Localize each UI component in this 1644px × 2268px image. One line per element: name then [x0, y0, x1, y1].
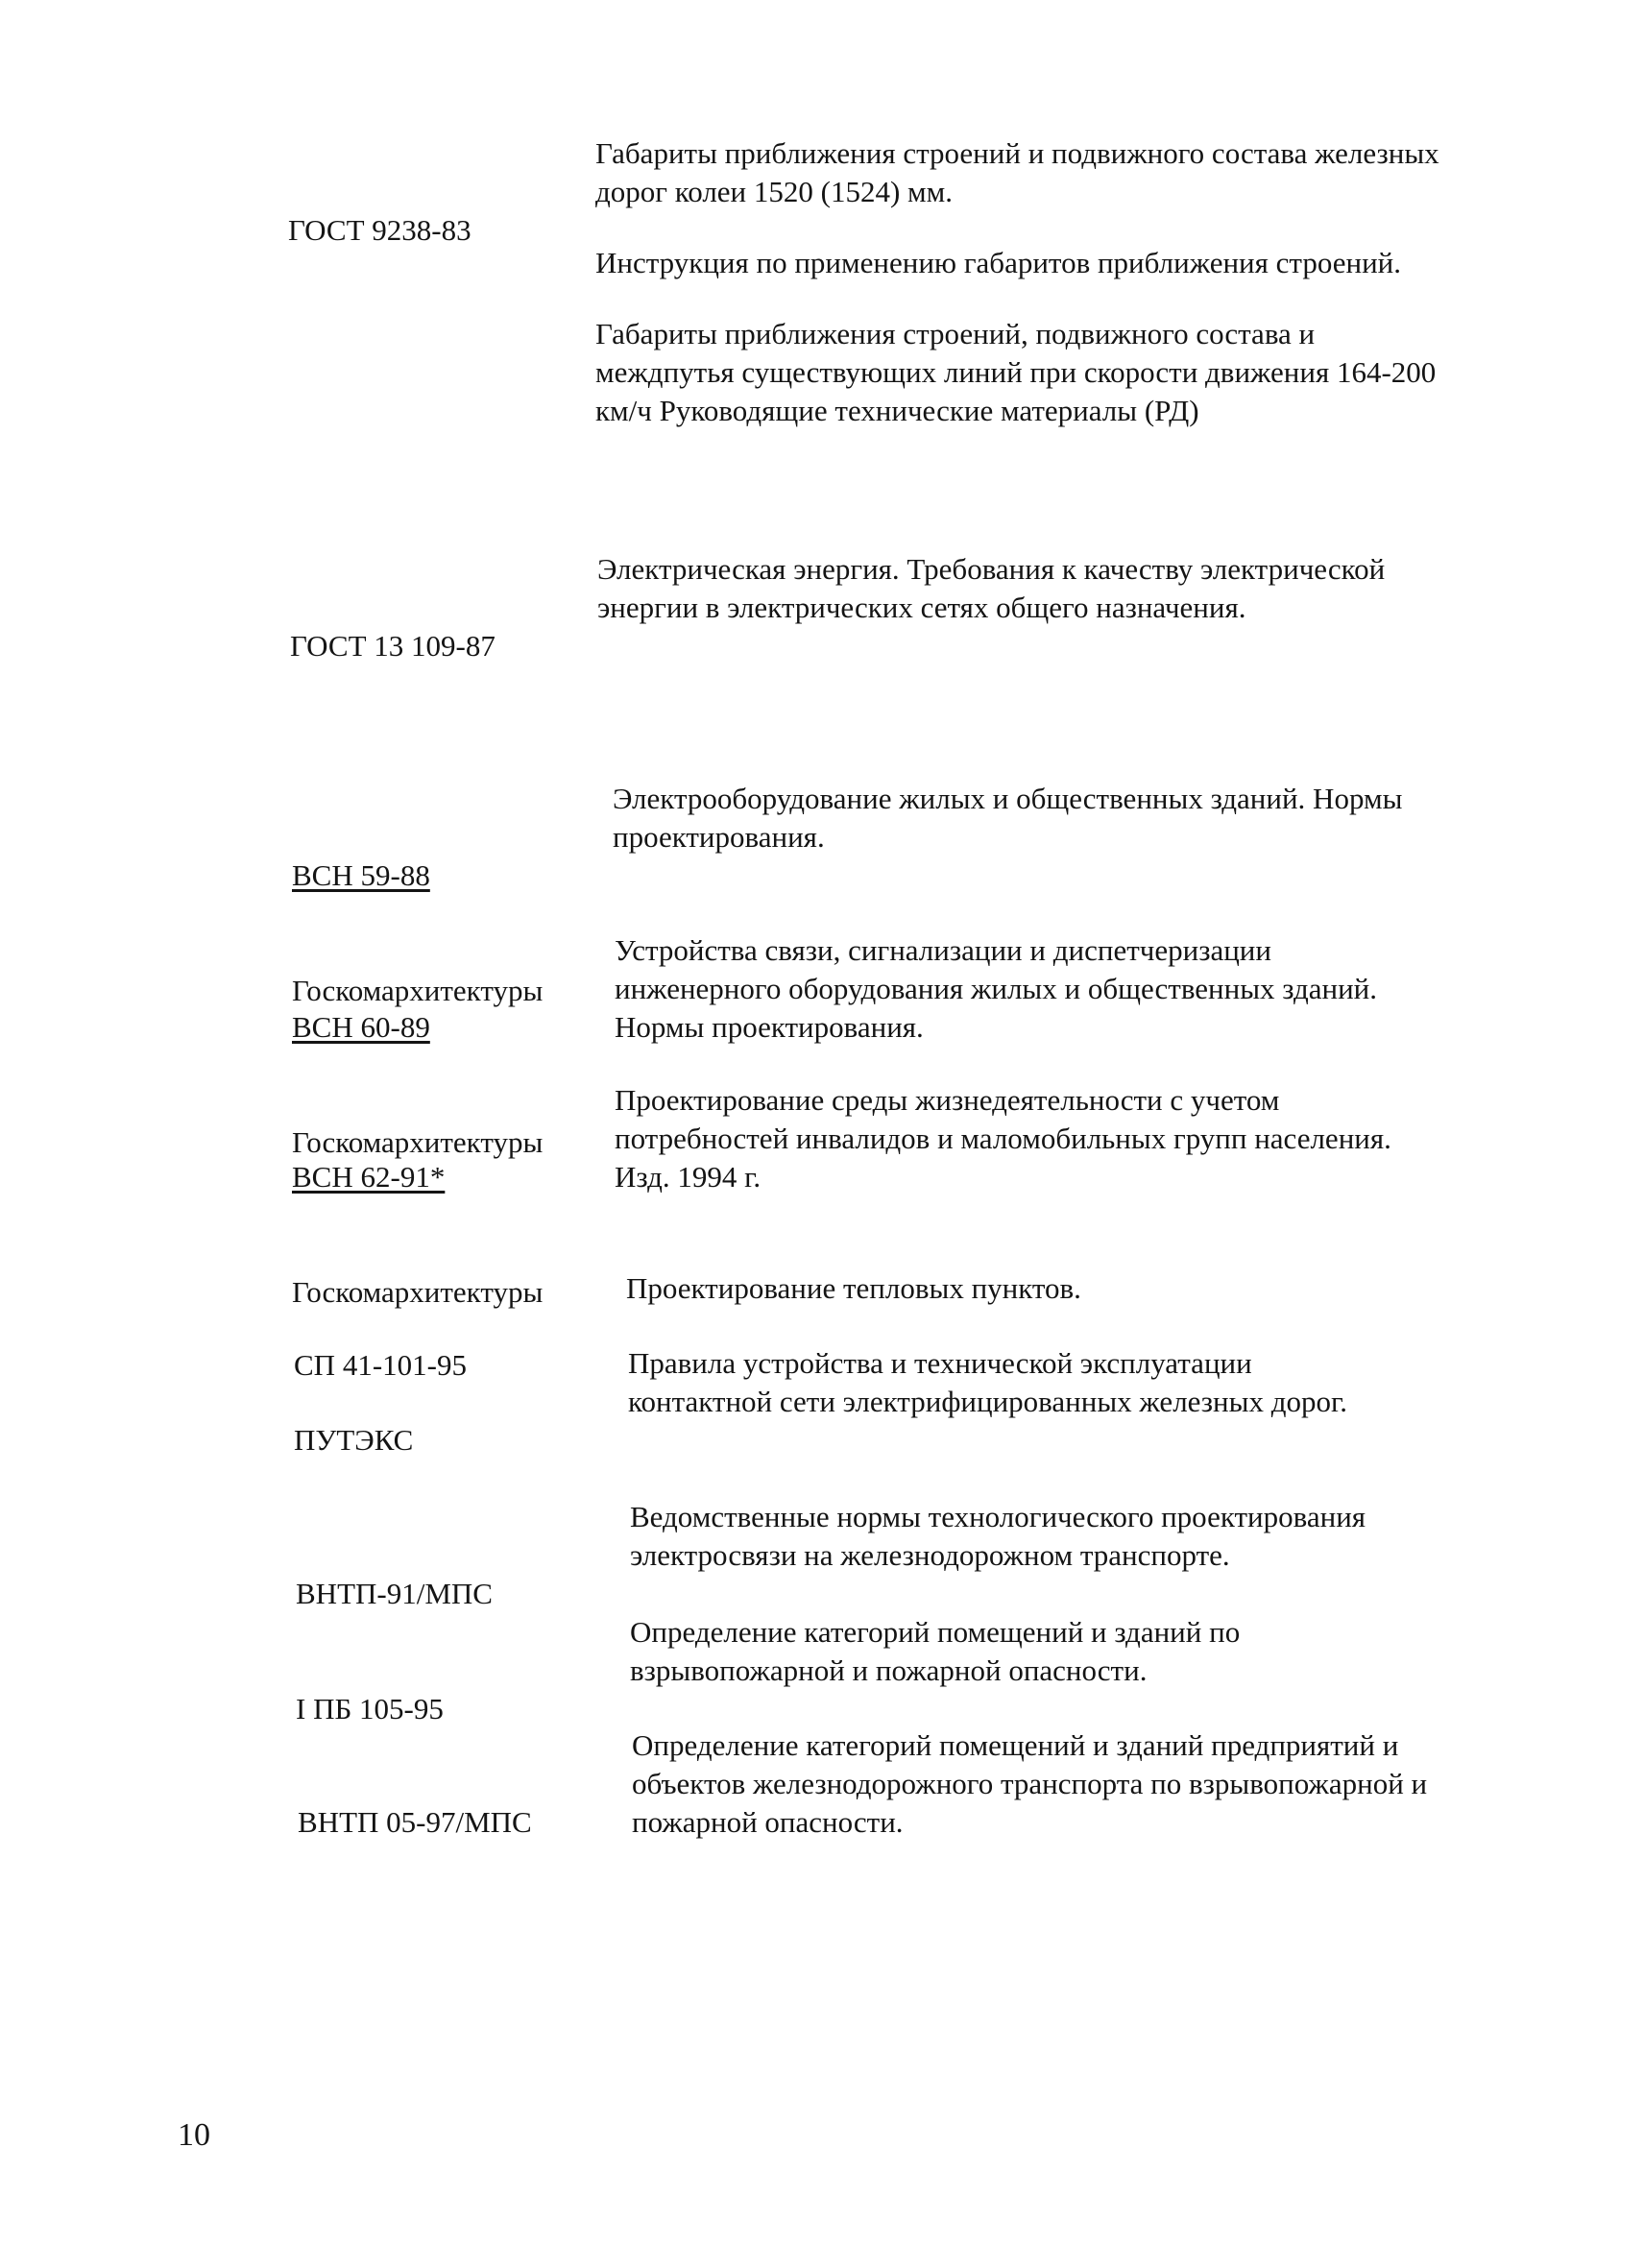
code-label: ВСН 62-91* [292, 1160, 446, 1194]
description-paragraph: Определение категорий помещений и зданий по взрывопожарной и пожарной опасности. [630, 1615, 1241, 1687]
code-label: СП 41-101-95 [294, 1348, 467, 1382]
code-label: ВСН 59-88 [292, 858, 430, 892]
document-description [630, 1613, 1360, 1690]
description-paragraph: Устройства связи, сигнализации и диспетчеризации инженерного оборудования жилых и общественных зданий. Нормы проектирования. [615, 933, 1378, 1044]
description-paragraph: Электрооборудование жилых и общественных зданий. Нормы проектирования. [613, 782, 1403, 854]
code-label: I ПБ 105-95 [296, 1692, 444, 1725]
document-code [290, 550, 496, 742]
description-paragraph: Ведомственные нормы технологического проектирования электросвязи на железнодорожном транспорте. [630, 1500, 1366, 1572]
code-label: ГОСТ 9238-83 [288, 213, 471, 247]
document-description [630, 1498, 1456, 1575]
description-paragraph: Проектирование среды жизнедеятельности с учетом потребностей инвалидов и маломобильных групп населения. Изд. 1994 г. [615, 1083, 1391, 1194]
description-paragraph: Правила устройства и технической эксплуатации контактной сети электрифицированных железных дорог. [628, 1346, 1347, 1418]
page-number: 10 [178, 2117, 210, 2153]
issuing-organization: Госкомархитектуры [292, 974, 544, 1007]
description-paragraph: Определение категорий помещений и зданий предприятий и объектов железнодорожного транспорта по взрывопожарной и пожарной опасности. [632, 1728, 1428, 1839]
code-label: ГОСТ 13 109-87 [290, 629, 496, 663]
description-paragraph: Инструкция по применению габаритов приближения строений. [595, 246, 1401, 279]
document-description [626, 1269, 1452, 1308]
document-code [298, 1726, 532, 1918]
code-label: ВСН 60-89 [292, 1010, 430, 1044]
code-label: ВНТП-91/МПС [296, 1577, 493, 1610]
description-paragraph: Проектирование тепловых пунктов. [626, 1271, 1081, 1305]
description-paragraph: Габариты приближения строений и подвижного состава железных дорог колеи 1520 (1524) мм. [595, 136, 1439, 208]
issuing-organization: Госкомархитектуры [292, 1125, 544, 1159]
document-description [632, 1726, 1458, 1842]
document-description [613, 780, 1458, 857]
description-paragraph: Габариты приближения строений, подвижного состава и междпутья существующих линий при скорости движения 164-200 км/ч Руководящие технические материалы (РД) [595, 317, 1437, 427]
issuing-organization: Госкомархитектуры [292, 1275, 544, 1309]
document-description [628, 1344, 1396, 1421]
code-label: ВНТП 05-97/МПС [298, 1805, 532, 1839]
document-code [288, 134, 471, 326]
document-description [597, 550, 1442, 627]
document-description [615, 1081, 1421, 1196]
document-description [615, 931, 1421, 1047]
code-label: ПУТЭКС [294, 1423, 414, 1457]
document-description [595, 134, 1440, 430]
description-paragraph: Электрическая энергия. Требования к качеству электрической энергии в электрических сетях общего назначения. [597, 552, 1386, 624]
